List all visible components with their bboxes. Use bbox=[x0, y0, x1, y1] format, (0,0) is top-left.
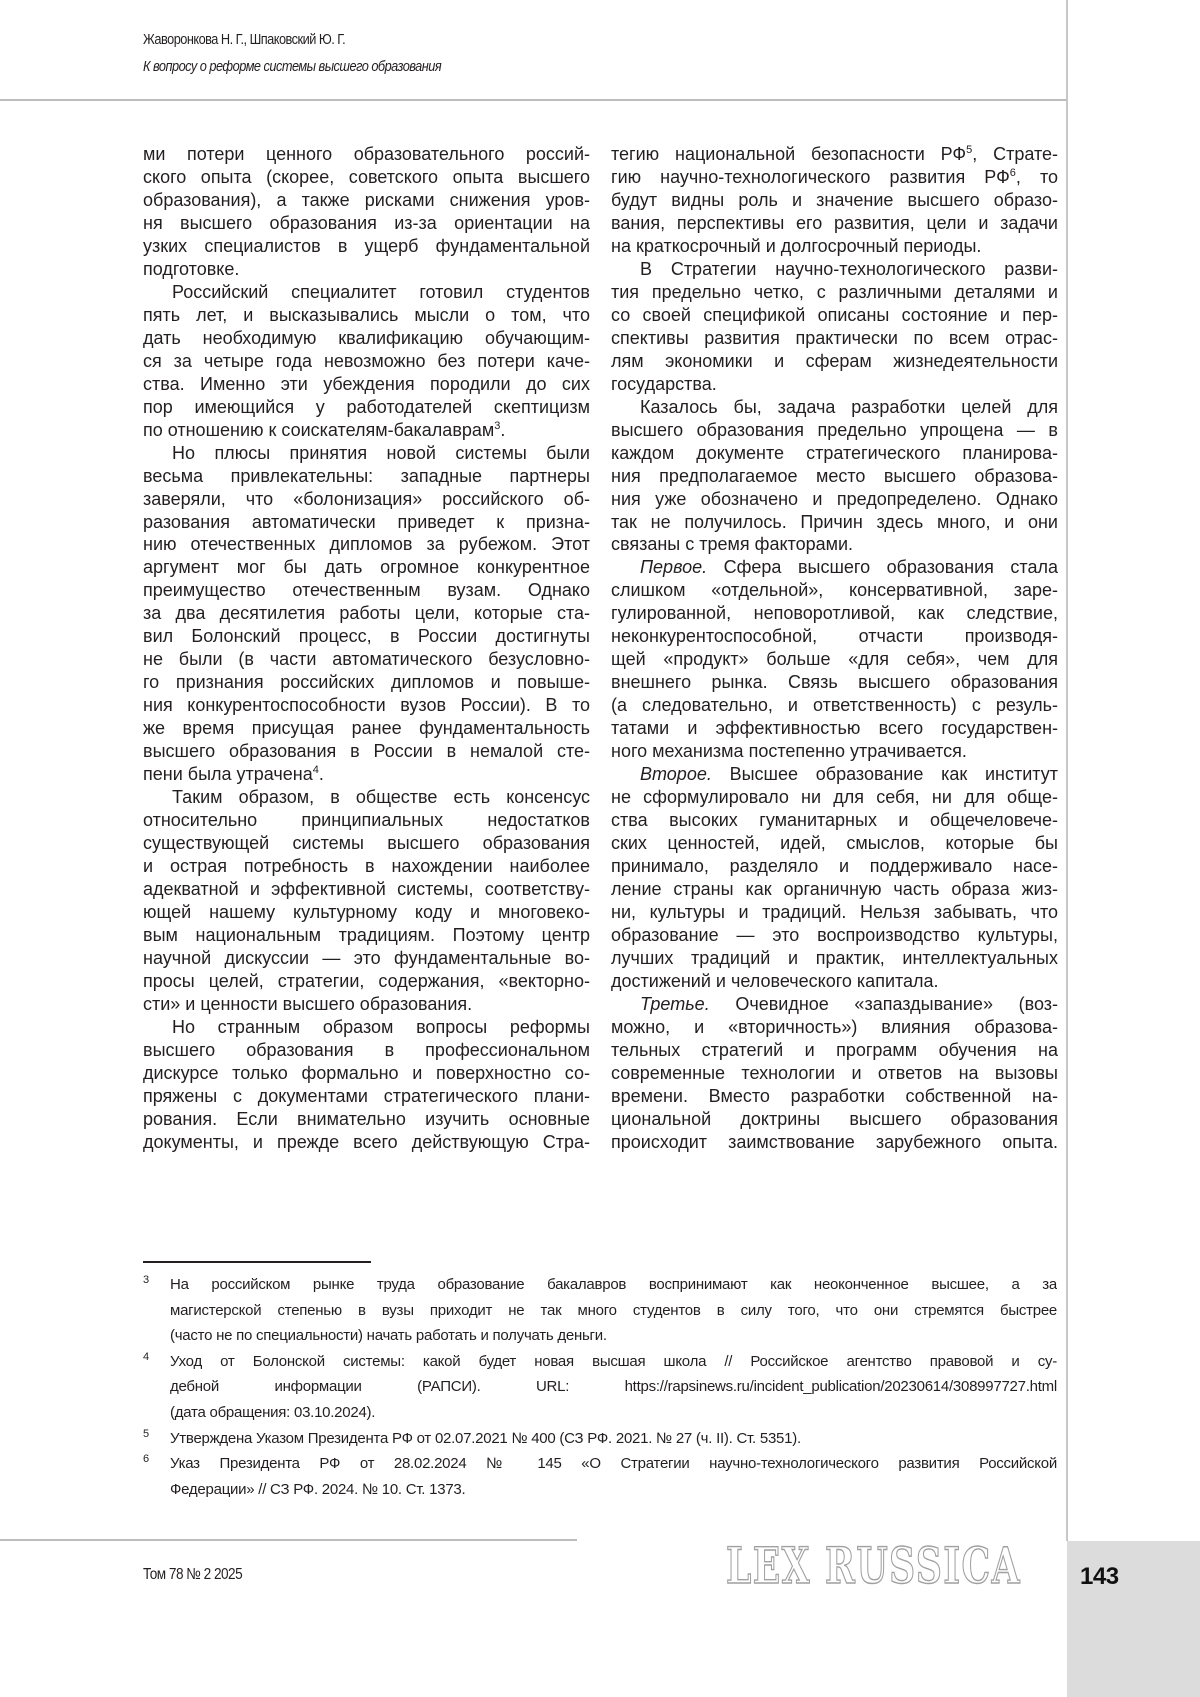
footnote-number: 4 bbox=[143, 1350, 149, 1363]
line-text: ния уже обозначено и предопределено. Однако bbox=[611, 488, 1058, 509]
text-line bbox=[143, 556, 590, 579]
line-text: документы, и прежде всего действующую Стра- bbox=[143, 1131, 590, 1152]
header-divider bbox=[0, 99, 1067, 101]
text-line bbox=[611, 671, 1058, 694]
line-text: сти» и ценности высшего образования. bbox=[143, 993, 473, 1014]
text-line bbox=[611, 1016, 1058, 1039]
line-text: научной дискуссии — это фундаментальные во- bbox=[143, 947, 590, 968]
text-line bbox=[143, 763, 590, 786]
line-text: пряжены с документами стратегического плани- bbox=[143, 1085, 590, 1106]
line-text: каждом документе стратегического планирова- bbox=[611, 442, 1058, 463]
text-line bbox=[611, 396, 1058, 419]
line-text: высшего образования в России в немалой сте- bbox=[143, 741, 590, 762]
line-text: аргумент мог бы дать огромное конкурентное bbox=[143, 557, 590, 578]
footnote-line: Утверждена Указом Президента РФ от 02.07.2021 № 400 (СЗ РФ. 2021. № 27 (ч. II). Ст. 5351). bbox=[170, 1429, 801, 1447]
line-text: спективы развития практически по всем отрас- bbox=[611, 327, 1058, 348]
line-text: можно, и «вторичность») влияния образова- bbox=[611, 1016, 1058, 1037]
page-edge-divider bbox=[1066, 0, 1068, 1541]
text-line bbox=[143, 809, 590, 832]
text-line bbox=[143, 235, 590, 258]
footnote bbox=[143, 1272, 1057, 1349]
footnote-separator bbox=[143, 1261, 371, 1263]
line-text: за два десятилетия работы цели, которые ста- bbox=[143, 603, 590, 624]
line-text: связаны с тремя факторами. bbox=[611, 534, 854, 555]
text-line bbox=[143, 327, 590, 350]
footnote-number: 6 bbox=[143, 1453, 149, 1466]
emphasis-lead: Первое. bbox=[640, 557, 708, 578]
text-line bbox=[143, 947, 590, 970]
line-text: происходит заимствование зарубежного опыта. bbox=[611, 1131, 1058, 1152]
text-line bbox=[611, 143, 1058, 166]
line-text: рования. Если внимательно изучить основные bbox=[143, 1108, 590, 1129]
line-text: лучших традиций и практик, интеллектуальных bbox=[611, 947, 1058, 968]
page-number: 143 bbox=[1080, 1563, 1119, 1590]
line-text: времени. Вместо разработки собственной на- bbox=[611, 1085, 1058, 1106]
line-text: пять лет, и высказывались мысли о том, что bbox=[143, 304, 590, 325]
line-text: пор имеющийся у работодателей скептицизм bbox=[143, 396, 590, 417]
line-text: тегию национальной безопасности РФ bbox=[611, 144, 967, 164]
line-text: не были (в части автоматического безусловно- bbox=[143, 649, 590, 670]
line-text: Казалось бы, задача разработки целей для bbox=[640, 396, 1058, 417]
text-line bbox=[143, 671, 590, 694]
line-text: татами и эффективностью всего государствен- bbox=[611, 718, 1058, 739]
footnote-ref: 4 bbox=[312, 764, 319, 777]
footnote-line: Указ Президента РФ от 28.02.2024 № 145 «О Стратегии научно-технологического развития Российской bbox=[170, 1455, 1057, 1473]
line-text: ся за четыре года невозможно без потери каче- bbox=[143, 350, 590, 371]
text-line bbox=[143, 258, 590, 281]
text-line bbox=[611, 579, 1058, 602]
footnote-ref: 6 bbox=[1009, 166, 1016, 179]
text-line bbox=[143, 488, 590, 511]
text-line bbox=[611, 855, 1058, 878]
line-text: преимущество отечественным вузам. Однако bbox=[143, 580, 590, 601]
line-text: не сформулировало ни для себя, ни для обще- bbox=[611, 787, 1058, 808]
line-text: ление страны как органичную часть образа жиз- bbox=[611, 879, 1058, 899]
text-line bbox=[611, 1131, 1058, 1154]
text-line bbox=[143, 1108, 590, 1131]
text-line bbox=[143, 396, 590, 419]
line-text: так не получилось. Причин здесь много, и они bbox=[611, 511, 1058, 532]
text-line bbox=[143, 602, 590, 625]
text-line bbox=[143, 855, 590, 878]
line-text: подготовке. bbox=[143, 258, 240, 279]
text-line bbox=[611, 717, 1058, 740]
line-text: вым национальным традициям. Поэтому центр bbox=[143, 924, 590, 945]
running-header-authors: Жаворонкова Н. Г., Шпаковский Ю. Г. bbox=[143, 31, 346, 48]
line-text: пени была утрачена bbox=[143, 764, 313, 785]
line-text: и острая потребность в нахождении наиболее bbox=[143, 856, 590, 877]
text-line bbox=[611, 924, 1058, 947]
line-text: вил Болонский процесс, в России достигнуты bbox=[143, 626, 590, 647]
line-text: Российский специалитет готовил студентов bbox=[172, 281, 590, 302]
line-text: узких специалистов в ущерб фундаментальной bbox=[143, 235, 590, 256]
text-line bbox=[611, 511, 1058, 534]
text-line bbox=[143, 901, 590, 924]
text-line bbox=[611, 809, 1058, 832]
line-text: высшего образования предельно упрощена — в bbox=[611, 419, 1058, 440]
line-text: го признания российских дипломов и повыше- bbox=[143, 672, 590, 693]
line-text: образования), а также рисками снижения уров- bbox=[143, 189, 590, 210]
line-text-after: . bbox=[318, 764, 324, 785]
text-line bbox=[611, 1062, 1058, 1085]
footnote-line: На российском рынке труда образование бакалавров воспринимают как неоконченное высшее, а за bbox=[170, 1276, 1057, 1293]
text-line bbox=[143, 442, 590, 465]
footnote-line: (часто не по специальности) начать работать и получать деньги. bbox=[170, 1327, 607, 1345]
text-line bbox=[611, 1039, 1058, 1062]
line-text: со своей спецификой описаны состояние и пер- bbox=[611, 304, 1058, 325]
text-line bbox=[143, 511, 590, 534]
line-text: слишком «отдельной», консервативной, заре- bbox=[611, 580, 1058, 601]
text-line bbox=[143, 924, 590, 947]
text-line bbox=[143, 143, 590, 166]
line-text: современные технологии и ответов на вызовы bbox=[611, 1062, 1058, 1083]
line-text: вания, перспективы его развития, цели и задачи bbox=[611, 212, 1058, 233]
text-line bbox=[143, 832, 590, 855]
emphasis-lead: Второе. bbox=[640, 764, 712, 785]
line-text: же время присущая ранее фундаментальность bbox=[143, 718, 590, 739]
emphasis-lead: Третье. bbox=[640, 993, 710, 1014]
line-text: весьма привлекательны: западные партнеры bbox=[143, 465, 590, 486]
line-text: ми потери ценного образовательного россий- bbox=[143, 144, 590, 164]
text-line bbox=[611, 212, 1058, 235]
text-line bbox=[611, 832, 1058, 855]
text-line bbox=[143, 786, 590, 809]
footnote-ref: 3 bbox=[494, 419, 501, 432]
line-text: Сфера высшего образования стала bbox=[707, 557, 1058, 578]
line-text: Но плюсы принятия новой системы были bbox=[172, 442, 590, 463]
line-text: (а следовательно, и ответственность) с резуль- bbox=[611, 695, 1058, 716]
footnote-ref: 5 bbox=[966, 144, 973, 156]
text-line bbox=[611, 602, 1058, 625]
text-line bbox=[611, 763, 1058, 786]
line-text: относительно принципиальных недостатков bbox=[143, 810, 590, 831]
line-text: щей «продукт» больше «для себя», чем для bbox=[611, 649, 1058, 670]
line-text: В Стратегии научно-технологического разви- bbox=[640, 258, 1058, 279]
text-line bbox=[143, 1039, 590, 1062]
text-line bbox=[611, 947, 1058, 970]
text-line bbox=[611, 419, 1058, 442]
line-text: ня высшего образования из-за ориентации на bbox=[143, 212, 590, 233]
line-text: циональной доктрины высшего образования bbox=[611, 1108, 1058, 1129]
text-line bbox=[143, 373, 590, 396]
footer-divider bbox=[0, 1539, 577, 1541]
footnotes bbox=[143, 1272, 1057, 1502]
line-text: ства. Именно эти убеждения породили до сих bbox=[143, 373, 590, 394]
footnote-line: (дата обращения: 03.10.2024). bbox=[170, 1403, 376, 1421]
line-text: нию отечественных дипломов за рубежом. Этот bbox=[143, 534, 590, 555]
line-text: ни, культуры и традиций. Нельзя забывать, что bbox=[611, 901, 1058, 922]
line-text: достижений и человеческого капитала. bbox=[611, 970, 939, 991]
footnote bbox=[143, 1349, 1057, 1426]
line-text: гию научно-технологического развития РФ bbox=[611, 166, 1010, 187]
footnote-number: 3 bbox=[143, 1274, 149, 1286]
text-line bbox=[143, 533, 590, 556]
text-line bbox=[611, 350, 1058, 373]
line-text: неконкурентоспособной, отчасти производя- bbox=[611, 626, 1058, 647]
line-text: дискурсе только формально и поверхностно со- bbox=[143, 1062, 590, 1083]
text-line bbox=[143, 419, 590, 442]
text-line bbox=[611, 878, 1058, 901]
text-line bbox=[611, 1085, 1058, 1108]
line-text: адекватной и эффективной системы, соответству- bbox=[143, 879, 590, 899]
text-line bbox=[143, 1131, 590, 1154]
line-text-after: . bbox=[500, 419, 506, 440]
line-text: тия предельно четко, с различными деталями и bbox=[611, 281, 1058, 302]
line-text: будут видны роль и значение высшего образо- bbox=[611, 189, 1058, 210]
text-line bbox=[611, 970, 1058, 993]
line-text: Таким образом, в обществе есть консенсус bbox=[172, 787, 590, 808]
running-header-title: К вопросу о реформе системы высшего образования bbox=[143, 58, 442, 75]
text-line bbox=[143, 465, 590, 488]
text-line bbox=[611, 694, 1058, 717]
line-text: образование — это воспроизводство культуры, bbox=[611, 924, 1058, 945]
line-text: Но странным образом вопросы реформы bbox=[172, 1016, 590, 1037]
line-text: по отношению к соискателям-бакалаврам bbox=[143, 419, 495, 440]
footnote-number: 5 bbox=[143, 1427, 149, 1440]
text-line bbox=[611, 740, 1058, 763]
text-line bbox=[611, 625, 1058, 648]
text-line bbox=[143, 350, 590, 373]
line-text: заверяли, что «болонизация» российского об- bbox=[143, 488, 590, 509]
line-text: разования автоматически приведет к призна- bbox=[143, 511, 590, 532]
line-text: ния предполагаемое место высшего образова- bbox=[611, 465, 1058, 486]
text-line bbox=[143, 694, 590, 717]
text-line bbox=[611, 442, 1058, 465]
line-text-after: , Страте- bbox=[972, 144, 1058, 164]
line-text: Высшее образование как институт bbox=[711, 764, 1058, 785]
line-text: ния конкурентоспособности вузов России). В то bbox=[143, 695, 590, 716]
footnote bbox=[143, 1426, 1057, 1452]
text-line bbox=[143, 878, 590, 901]
footnote-line: Федерации» // СЗ РФ. 2024. № 10. Ст. 1373. bbox=[170, 1480, 466, 1498]
footnote-line: магистерской степенью в вузы приходит не так много студентов в силу того, что они стремятся быстрее bbox=[170, 1301, 1057, 1319]
text-line bbox=[611, 327, 1058, 350]
line-text: лям экономики и сферам жизнедеятельности bbox=[611, 350, 1058, 371]
journal-logo: LEX RUSSICA bbox=[726, 1536, 1022, 1595]
text-line bbox=[143, 648, 590, 671]
text-line bbox=[143, 166, 590, 189]
line-text: высшего образования в профессиональном bbox=[143, 1039, 590, 1060]
right-text-column bbox=[611, 143, 1058, 1154]
text-line bbox=[143, 579, 590, 602]
text-line bbox=[611, 488, 1058, 511]
line-text: ского опыта (скорее, советского опыта высшего bbox=[143, 166, 590, 187]
line-text: ства высоких гуманитарных и общечеловече- bbox=[611, 810, 1058, 831]
text-line bbox=[143, 304, 590, 327]
line-text: Очевидное «запаздывание» (воз- bbox=[709, 993, 1058, 1014]
text-line bbox=[143, 189, 590, 212]
text-line bbox=[611, 235, 1058, 258]
line-text: ских ценностей, идей, смыслов, которые бы bbox=[611, 833, 1058, 854]
line-text: принимало, разделяло и поддерживало насе- bbox=[611, 856, 1058, 877]
left-text-column bbox=[143, 143, 590, 1154]
text-line bbox=[143, 1016, 590, 1039]
text-line bbox=[611, 556, 1058, 579]
line-text: дать необходимую квалификацию обучающим- bbox=[143, 327, 590, 348]
footnote bbox=[143, 1451, 1057, 1502]
text-line bbox=[611, 993, 1058, 1016]
line-text: государства. bbox=[611, 373, 717, 394]
text-line bbox=[611, 901, 1058, 924]
text-line bbox=[611, 281, 1058, 304]
line-text: на краткосрочный и долгосрочный периоды. bbox=[611, 235, 982, 256]
text-line bbox=[611, 258, 1058, 281]
line-text: тельных стратегий и программ обучения на bbox=[611, 1039, 1058, 1060]
text-line bbox=[611, 648, 1058, 671]
text-line bbox=[143, 717, 590, 740]
line-text: просы целей, стратегии, содержания, «векторно- bbox=[143, 970, 590, 991]
text-line bbox=[611, 166, 1058, 189]
line-text-after: , то bbox=[1015, 166, 1058, 187]
text-line bbox=[611, 1108, 1058, 1131]
footnote-line: Уход от Болонской системы: какой будет новая высшая школа // Российское агентство правовой и су- bbox=[170, 1352, 1057, 1370]
line-text: ющей нашему культурному коду и многовеко- bbox=[143, 901, 590, 922]
text-line bbox=[143, 625, 590, 648]
footnote-line: дебной информации (РАПСИ). URL: https://rapsinews.ru/incident_publication/20230614/308997727.html bbox=[170, 1378, 1057, 1396]
text-line bbox=[611, 189, 1058, 212]
line-text: внешнего рынка. Связь высшего образования bbox=[611, 672, 1058, 693]
line-text: существующей системы высшего образования bbox=[143, 833, 590, 854]
text-line bbox=[143, 1062, 590, 1085]
line-text: ного механизма постепенно утрачивается. bbox=[611, 741, 967, 762]
line-text: гулированной, неповоротливой, как следствие, bbox=[611, 603, 1058, 624]
text-line bbox=[611, 533, 1058, 556]
text-line bbox=[611, 373, 1058, 396]
text-line bbox=[611, 304, 1058, 327]
text-line bbox=[611, 465, 1058, 488]
text-line bbox=[143, 970, 590, 993]
issue-info: Том 78 № 2 2025 bbox=[143, 1566, 243, 1583]
text-line bbox=[143, 212, 590, 235]
text-line bbox=[143, 1085, 590, 1108]
text-line bbox=[611, 786, 1058, 809]
text-line bbox=[143, 281, 590, 304]
text-line bbox=[143, 740, 590, 763]
text-line bbox=[143, 993, 590, 1016]
